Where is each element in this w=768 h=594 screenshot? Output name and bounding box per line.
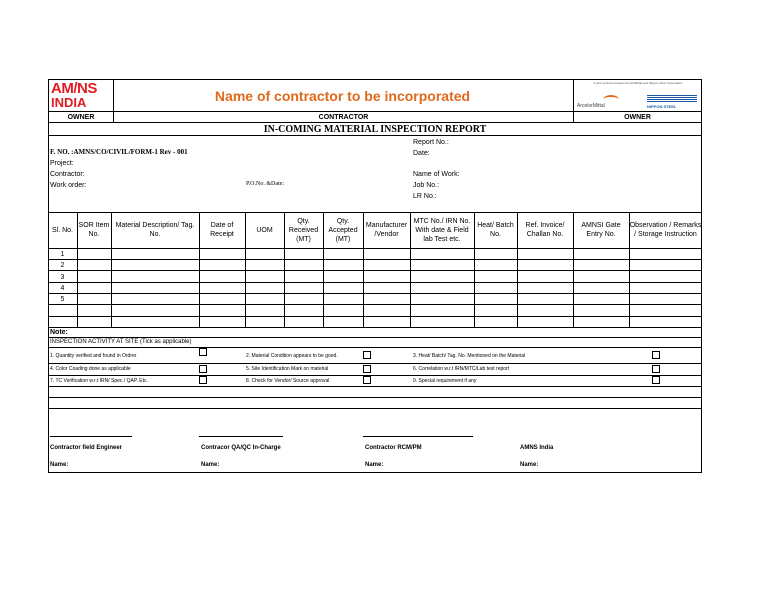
sig-contractor-rcm-pm: Contractor RCM/PM — [365, 445, 422, 451]
work-order-label: Work order: — [50, 182, 87, 189]
report-title: IN-COMING MATERIAL INSPECTION REPORT — [263, 124, 487, 135]
amns-logo — [51, 81, 113, 111]
sig-amns-india: AMNS India — [520, 445, 554, 451]
col-header-gate-entry: AMNSI Gate Entry No. — [581, 222, 621, 238]
inspection-item-3: 3. Heat/ Batch/ Tag. No. Mentioned on the Material — [413, 353, 526, 359]
col-header-sor-item: SOR Item No. — [78, 222, 110, 238]
inspection-checkbox-6[interactable] — [652, 365, 660, 373]
col-header-qty-accepted: Qty. Accepted (MT) — [328, 217, 358, 243]
date-label: Date: — [413, 150, 430, 157]
inspection-heading: INSPECTION ACTIVITY AT SITE (Tick as applicable) — [50, 339, 192, 345]
form-border — [48, 79, 702, 473]
col-header-material: Material Description/ Tag. No. — [115, 222, 195, 238]
inspection-item-1: 1. Quantity verified and found in Ordrer — [50, 353, 137, 359]
project-label: Project: — [50, 160, 74, 167]
note-label: Note: — [50, 329, 68, 336]
table-row-sl: 1 — [60, 251, 65, 258]
sig-name-1: Name: — [50, 462, 69, 468]
table-row-sl: 2 — [60, 262, 65, 269]
col-header-mtc: MTC No./ IRN No. With date & Field lab Test etc. — [413, 217, 471, 243]
col-header-uom: UOM — [256, 226, 273, 234]
contractor-name-title: Name of contractor to be incorporated — [214, 88, 471, 104]
arcelor-swoosh-icon — [603, 95, 619, 104]
inspection-item-7: 7. TC Verification w.r.t IRN/ Spec./ QAP. Etc. — [50, 378, 148, 384]
col-header-heat-batch: Heat/ Batch No. — [477, 222, 514, 238]
inspection-checkbox-2[interactable] — [363, 351, 371, 359]
sig-name-4: Name: — [520, 462, 539, 468]
inspection-item-9: 9. Special requirement if any — [413, 378, 477, 384]
logo-line-1: AM/NS — [51, 80, 97, 97]
nippon-stripes-icon — [647, 94, 697, 102]
inspection-item-8: 8. Check for Vendor/ Source approval — [246, 378, 330, 384]
po-no-label: P.O.No. &Date: — [246, 181, 284, 187]
inspection-item-5: 5. Site Identification Mark on material — [246, 366, 329, 372]
jv-caption: A joint venture between ArcelorMittal and Nippon Steel Corporation — [593, 81, 683, 85]
inspection-item-2: 2. Material Condition appears to be good. — [246, 353, 338, 359]
table-row-sl: 4 — [60, 285, 65, 292]
job-no-label: Job No.: — [413, 182, 440, 189]
sig-qa-qc-incharge: Contracor QA/QC In-Charge — [201, 445, 281, 451]
table-row-sl: 3 — [60, 274, 65, 281]
sig-contractor-field-engineer: Contractor field Engineer — [50, 445, 123, 451]
col-header-manufacturer: Manufacturer /Vendor — [365, 222, 408, 238]
inspection-checkbox-3[interactable] — [652, 351, 660, 359]
nippon-steel-wordmark: NIPPON STEEL — [647, 104, 677, 109]
sig-name-3: Name: — [365, 462, 384, 468]
col-header-ref-invoice: Ref. Invoice/ Challan No. — [525, 222, 565, 238]
lr-no-label: LR No.: — [413, 193, 437, 200]
col-header-sl-no: Sl. No. — [51, 226, 73, 234]
arcelor-nippon-logo — [575, 81, 701, 111]
form-number: F. NO. :AMNS/CO/CIVIL/FORM-1 Rev - 001 — [50, 148, 188, 156]
contractor-label: CONTRACTOR — [318, 114, 369, 121]
col-header-date-receipt: Date of Receipt — [210, 222, 234, 238]
owner-left-label: OWNER — [67, 114, 95, 121]
sig-name-2: Name: — [201, 462, 220, 468]
inspection-checkbox-7[interactable] — [199, 376, 207, 384]
table-row-sl: 5 — [60, 296, 65, 303]
name-of-work-label: Name of Work: — [413, 171, 460, 178]
logo-line-2: INDIA — [51, 95, 87, 110]
inspection-checkbox-9[interactable] — [652, 376, 660, 384]
inspection-checkbox-1[interactable] — [199, 348, 207, 356]
owner-right-label: OWNER — [624, 114, 651, 121]
arcelormittal-wordmark: ArcelorMittal — [577, 103, 605, 109]
inspection-checkbox-5[interactable] — [363, 365, 371, 373]
contractor-field-label: Contractor: — [50, 171, 85, 178]
report-no-label: Report No.: — [413, 139, 449, 146]
col-header-observation: Observation / Remarks / Storage Instruction — [629, 222, 702, 238]
col-header-qty-received: Qty. Received (MT) — [288, 217, 319, 243]
inspection-item-6: 6. Correlation w.r.t IRN/MTC/Lab test report — [413, 366, 510, 372]
inspection-checkbox-4[interactable] — [199, 365, 207, 373]
inspection-item-4: 4. Color Coading done as applicable — [50, 366, 131, 372]
inspection-checkbox-8[interactable] — [363, 376, 371, 384]
